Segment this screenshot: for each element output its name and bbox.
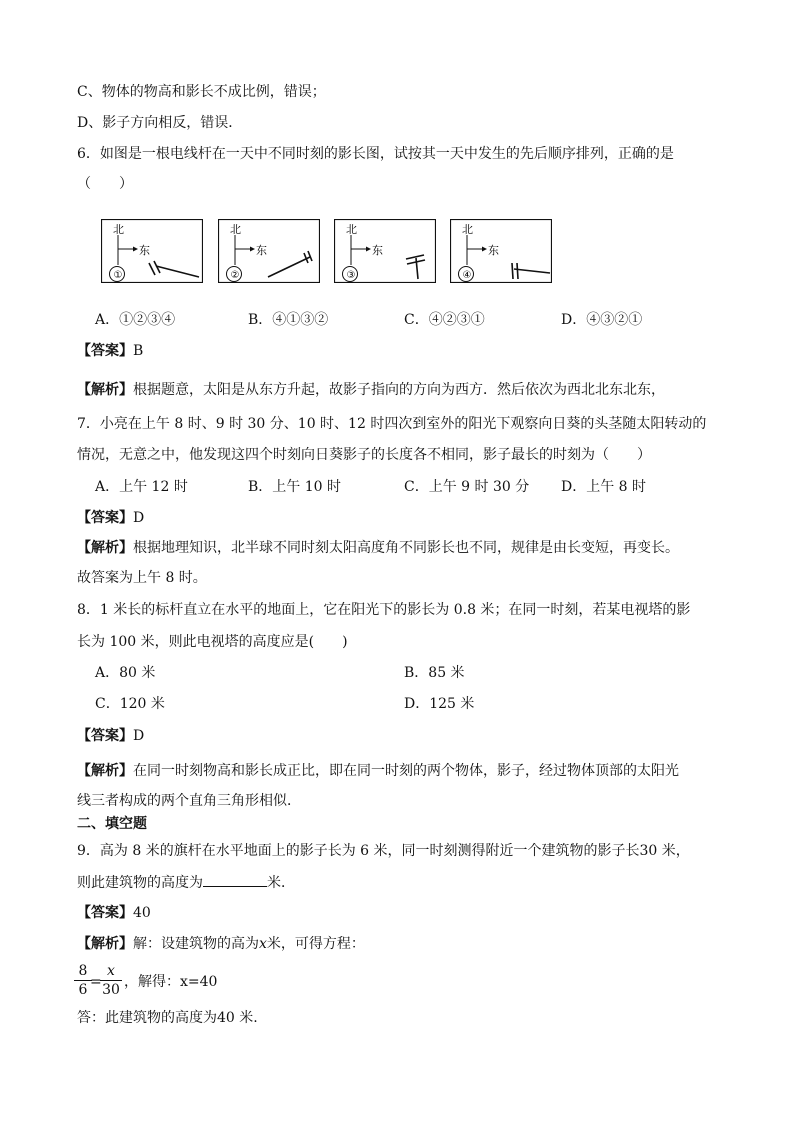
figure-number: ① bbox=[113, 270, 123, 281]
pole-mark bbox=[308, 251, 312, 261]
north-label: 北 bbox=[462, 223, 473, 236]
explanation-tag: 【解析】 bbox=[77, 763, 133, 779]
answer-value: B bbox=[133, 343, 144, 359]
answer-tag: 【答案】 bbox=[77, 343, 133, 359]
q9-conclusion: 答：此建筑物的高度为40 米. bbox=[77, 1010, 258, 1026]
q9-stem-line2 bbox=[77, 872, 295, 893]
pole-mark bbox=[149, 263, 155, 275]
variable-x: x bbox=[259, 936, 267, 952]
explanation-text: 根据题意，太阳是从东方升起，故影子指向的方向为西方．然后依次为西北北东北东， bbox=[133, 382, 665, 398]
east-label: 东 bbox=[139, 244, 150, 257]
q8-explanation bbox=[77, 761, 679, 781]
q6-stem-line1: 6．如图是一根电线杆在一天中不同时刻的影长图，试按其一天中发生的先后顺序排列，正确的是 bbox=[77, 146, 674, 162]
q8-option-b: B．85 米 bbox=[404, 665, 465, 681]
q8-option-d: D．125 米 bbox=[404, 696, 475, 712]
explanation-tag: 【解析】 bbox=[77, 382, 133, 398]
figure-number: ③ bbox=[346, 270, 356, 281]
q7-option-a: A．上午 12 时 bbox=[95, 479, 188, 495]
q6-explanation bbox=[77, 380, 665, 400]
q6-figure-1 bbox=[101, 219, 203, 283]
q7-option-d: D．上午 8 时 bbox=[561, 479, 647, 495]
q7-stem-line2: 情况，无意之中，他发现这四个时刻向日葵影子的长度各不相同，影子最长的时刻为（ ） bbox=[77, 447, 651, 463]
q7-option-c: C．上午 9 时 30 分 bbox=[404, 479, 530, 495]
explanation-tag: 【解析】 bbox=[77, 540, 133, 556]
shadow-line bbox=[156, 266, 199, 277]
q7-stem-line1: 7．小亮在上午 8 时、9 时 30 分、10 时、12 时四次到室外的阳光下观察向日葵的头茎随太阳转动的 bbox=[77, 416, 707, 432]
pole-mark bbox=[512, 263, 513, 279]
explanation-text: 根据地理知识，北半球不同时刻太阳高度角不同影长也不同，规律是由长变短，再变长。 bbox=[133, 540, 679, 556]
answer-tag: 【答案】 bbox=[77, 728, 133, 744]
shadow-line bbox=[268, 257, 310, 277]
q9-stem-unit: 米． bbox=[267, 875, 295, 891]
pole-mark bbox=[517, 263, 518, 279]
answer-value: D bbox=[133, 728, 145, 744]
north-label: 北 bbox=[230, 223, 241, 236]
q6-figure-4 bbox=[450, 219, 552, 283]
q8-stem-line2: 长为 100 米，则此电视塔的高度应是( ) bbox=[77, 634, 348, 650]
explanation-tag: 【解析】 bbox=[77, 936, 133, 952]
q7-explanation bbox=[77, 538, 679, 558]
fraction-numerator: 8 bbox=[78, 963, 88, 979]
q6-option-b: B．④①③② bbox=[248, 312, 329, 328]
q9-stem-text: 则此建筑物的高度为 bbox=[77, 875, 203, 891]
answer-tag: 【答案】 bbox=[77, 905, 133, 921]
q7-answer bbox=[77, 508, 144, 528]
section-title: 二、填空题 bbox=[77, 816, 147, 832]
answer-tag: 【答案】 bbox=[77, 510, 133, 526]
q9-answer bbox=[77, 903, 151, 923]
q6-answer bbox=[77, 341, 143, 361]
q9-explanation bbox=[77, 934, 365, 954]
explanation-text: 在同一时刻物高和影长成正比，即在同一时刻的两个物体，影子，经过物体顶部的太阳光 bbox=[133, 763, 679, 779]
q8-explanation-line2: 线三者构成的两个直角三角形相似． bbox=[77, 793, 301, 809]
pole-mark bbox=[406, 255, 424, 259]
q8-option-c: C．120 米 bbox=[95, 696, 165, 712]
equals-sign: = bbox=[90, 974, 102, 990]
answer-value: D bbox=[133, 510, 145, 526]
q8-answer bbox=[77, 726, 144, 746]
solution-text: ，解得：x=40 bbox=[124, 974, 218, 990]
q8-option-a: A．80 米 bbox=[95, 665, 156, 681]
east-label: 东 bbox=[256, 244, 267, 257]
fraction-denominator: 6 bbox=[78, 982, 88, 998]
q7-option-b: B．上午 10 时 bbox=[248, 479, 342, 495]
q6-option-a: A．①②③④ bbox=[95, 312, 176, 328]
answer-blank[interactable] bbox=[203, 872, 267, 887]
q6-figure-3 bbox=[334, 219, 436, 283]
q6-option-d: D．④③②① bbox=[561, 312, 643, 328]
figure-number: ④ bbox=[462, 270, 472, 281]
north-label: 北 bbox=[113, 223, 124, 236]
figure-number: ② bbox=[230, 270, 240, 281]
q6-stem-line2: （ ） bbox=[77, 176, 133, 192]
explanation-text-2: 米，可得方程： bbox=[266, 936, 365, 952]
east-label: 东 bbox=[488, 244, 499, 257]
north-label: 北 bbox=[346, 223, 357, 236]
q8-stem-line1: 8．1 米长的标杆直立在水平的地面上，它在阳光下的影长为 0.8 米；在同一时刻，若某电视塔的影 bbox=[77, 602, 691, 618]
fraction-x-over-30 bbox=[100, 963, 122, 998]
prev-explanation-c: C、物体的物高和影长不成比例，错误； bbox=[77, 84, 326, 100]
fraction-denominator: 30 bbox=[102, 982, 120, 998]
explanation-text: 解：设建筑物的高为 bbox=[133, 936, 259, 952]
answer-value: 40 bbox=[133, 905, 151, 921]
q6-option-c: C．④②③① bbox=[404, 312, 485, 328]
fraction-numerator: x bbox=[107, 963, 115, 979]
shadow-line bbox=[514, 269, 550, 273]
prev-explanation-d: D、影子方向相反，错误． bbox=[77, 115, 243, 131]
east-label: 东 bbox=[372, 244, 383, 257]
q6-figure-2 bbox=[218, 219, 320, 283]
q9-stem-line1: 9．高为 8 米的旗杆在水平地面上的影子长为 6 米，同一时刻测得附近一个建筑物的影子长30 米， bbox=[77, 843, 690, 859]
q7-explanation-line2: 故答案为上午 8 时。 bbox=[77, 570, 207, 586]
